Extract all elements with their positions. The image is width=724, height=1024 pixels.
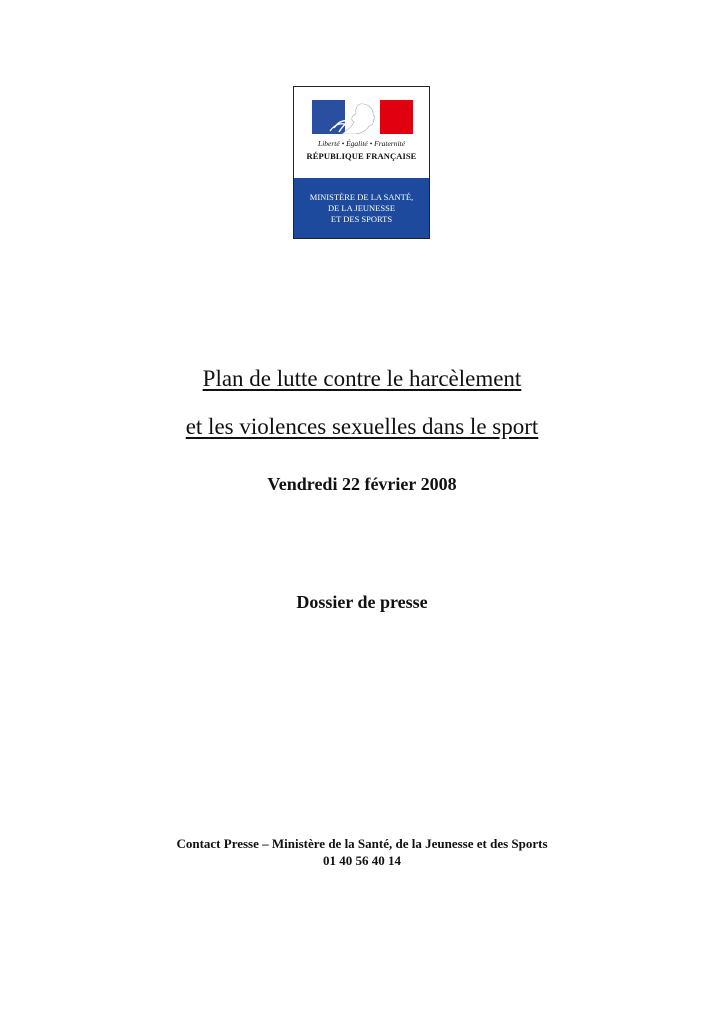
document-title-line-2: et les violences sexuelles dans le sport [185,414,539,439]
press-contact [0,835,724,869]
press-contact-label: Contact Presse – Ministère de la Santé, de la Jeunesse et des Sports [176,836,548,851]
document-date: Vendredi 22 février 2008 [267,474,457,494]
ministry-line-1: MINISTÈRE DE LA SANTÉ, [309,191,414,202]
ministry-line-2: DE LA JEUNESSE [327,202,396,213]
logo-marianne-section [294,87,429,179]
republic-name: RÉPUBLIQUE FRANÇAISE [306,151,417,161]
ministry-logo [293,86,430,239]
ministry-name-box [294,178,429,238]
document-title-line-1: Plan de lutte contre le harcèlement [202,366,522,391]
document-type: Dossier de presse [296,592,428,612]
press-contact-phone: 01 40 56 40 14 [323,853,401,868]
republic-motto: Liberté • Égalité • Fraternité [318,139,405,148]
ministry-line-3: ET DES SPORTS [330,213,393,224]
marianne-flag-icon [312,100,413,134]
